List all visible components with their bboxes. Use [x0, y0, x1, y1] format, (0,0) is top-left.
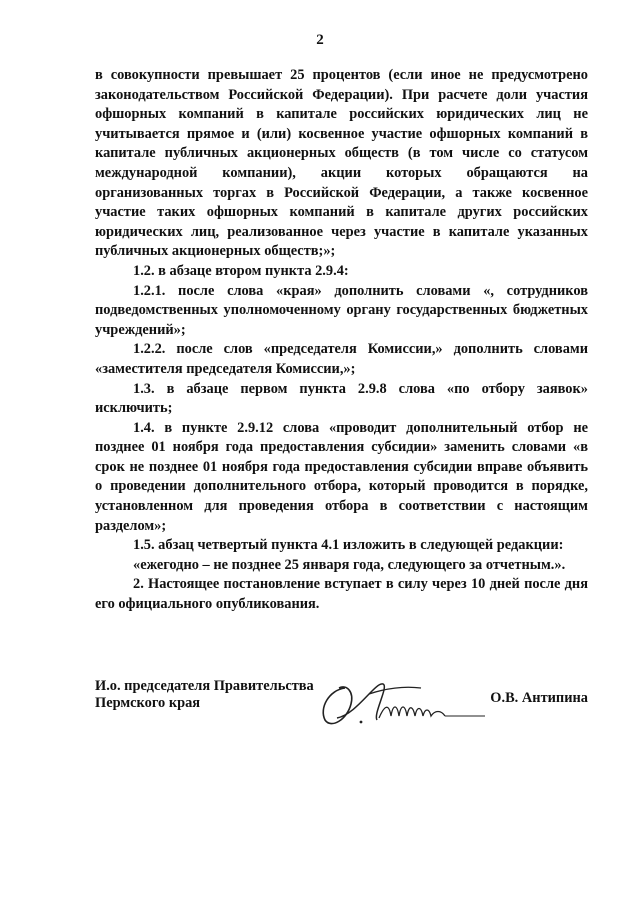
signatory-title-line: И.о. председателя Правительства	[95, 678, 314, 694]
paragraph: «ежегодно – не позднее 25 января года, следующего за отчетным.».	[133, 556, 566, 573]
signatory-title-line: Пермского края	[95, 695, 201, 711]
paragraph: в совокупности превышает 25 процентов (если иное не предусмотрено законодательством Российской Федерации). При расчете доли участия офшорных компаний в капитале российских юридических лиц не учитывается прямое и (или) косвенное участие офшорных компаний в капитале публичных акционерных обществ (в том числе со статусом международной компании), акции которых обращаются на организованных торгах в Российской Федерации, а также косвенное участие таких офшорных компаний в капитале других российских юридических лиц, реализованное через участие в капитале указанных публичных акционерных обществ;»;	[95, 67, 588, 260]
paragraph: 1.3. в абзаце первом пункта 2.9.8 слова «по отбору заявок» исключить;	[95, 380, 588, 417]
paragraph: 1.5. абзац четвертый пункта 4.1 изложить в следующей редакции:	[133, 537, 564, 554]
signatory-name: О.В. Антипина	[490, 690, 588, 706]
paragraph: 2. Настоящее постановление вступает в силу через 10 дней после дня его официального опубликования.	[95, 576, 588, 613]
document-body	[95, 66, 588, 615]
paragraph: 1.2.2. после слов «председателя Комиссии,» дополнить словами «заместителя председателя Комиссии,»;	[95, 341, 588, 377]
handwritten-signature	[317, 674, 487, 730]
paragraph: 1.2.1. после слова «края» дополнить словами «, сотрудников подведомственных уполномоченному органу государственных бюджетных учреждений»;	[95, 282, 588, 338]
paragraph: 1.2. в абзаце втором пункта 2.9.4:	[133, 262, 349, 279]
page-number: 2	[316, 32, 324, 48]
paragraph: 1.4. в пункте 2.9.12 слова «проводит дополнительный отбор не позднее 01 ноября года предоставления субсидии» заменить словами «в срок не позднее 01 ноября года предоставления субсидии вправе объявить о проведении дополнительного отбора, который проводится в порядке, установленном для проведения отбора в соответствии с настоящим разделом»;	[95, 419, 588, 534]
signature-block	[95, 678, 588, 738]
signatory-title	[95, 678, 314, 712]
